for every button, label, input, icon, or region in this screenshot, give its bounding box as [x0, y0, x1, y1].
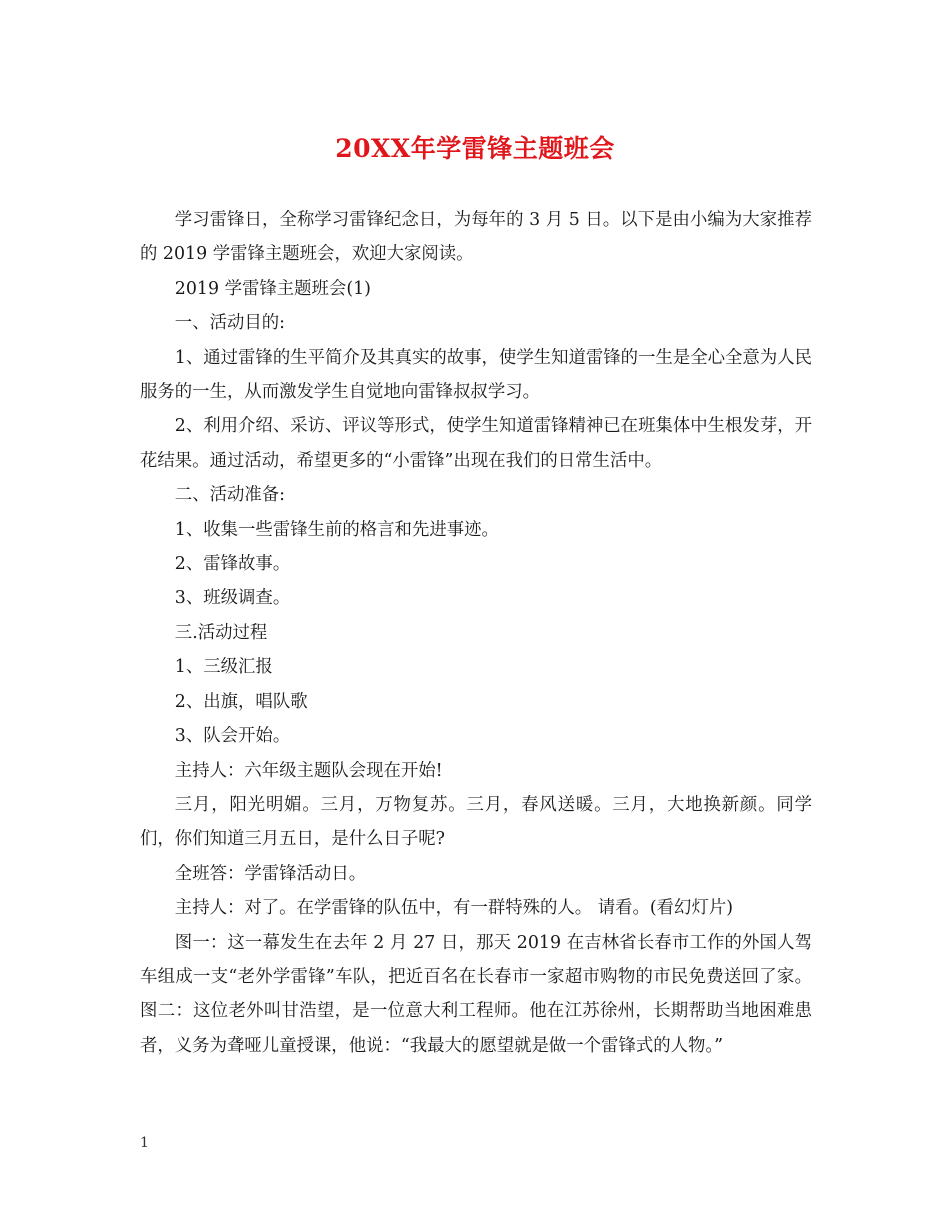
paragraph-section-title: 2019 学雷锋主题班会(1)	[174, 278, 371, 299]
heading-activity-prep: 二、活动准备:	[174, 485, 286, 506]
heading-activity-process: 三.活动过程	[174, 622, 268, 643]
paragraph-process-1: 1、三级汇报	[174, 657, 273, 678]
paragraph-process-2: 2、出旗，唱队歌	[174, 691, 308, 712]
paragraph-prep-2: 2、雷锋故事。	[174, 554, 291, 575]
document-body	[140, 203, 812, 1063]
paragraph-host-1: 主持人：六年级主题队会现在开始!	[174, 760, 443, 781]
paragraph-pictures: 图一：这一幕发生在去年 2 月 27 日，那天 2019 在吉林省长春市工作的外国人驾车组成一支“老外学雷锋”车队，把近百名在长春市一家超市购物的市民免费送回了家。 图二：这位老外叫甘浩望，是一位意大利工程师。他在江苏徐州，长期帮助当地困难患者，义务为聋哑儿童授课，他说：“我最大的愿望就是做一个雷锋式的人物。”	[140, 932, 812, 1056]
document-title: 20XX年学雷锋主题班会	[335, 134, 615, 163]
paragraph-prep-1: 1、收集一些雷锋生前的格言和先进事迹。	[174, 519, 499, 540]
paragraph-intro: 学习雷锋日，全称学习雷锋纪念日，为每年的 3 月 5 日。以下是由小编为大家推荐的 2019 学雷锋主题班会，欢迎大家阅读。	[140, 210, 812, 265]
paragraph-class-answer: 全班答：学雷锋活动日。	[174, 863, 367, 884]
paragraph-goal-1: 1、通过雷锋的生平简介及其真实的故事，使学生知道雷锋的一生是全心全意为人民服务的一生，从而激发学生自觉地向雷锋叔叔学习。	[140, 347, 812, 403]
heading-activity-goal: 一、活动目的:	[174, 313, 286, 334]
paragraph-march: 三月，阳光明媚。三月，万物复苏。三月，春风送暖。三月，大地换新颜。同学们，你们知道三月五日，是什么日子呢?	[140, 794, 812, 850]
paragraph-goal-2: 2、利用介绍、采访、评议等形式，使学生知道雷锋精神已在班集体中生根发芽，开花结果。通过活动，希望更多的“小雷锋”出现在我们的日常生活中。	[140, 416, 812, 471]
page-number: 1	[140, 1135, 149, 1151]
paragraph-host-2: 主持人：对了。在学雷锋的队伍中，有一群特殊的人。 请看。(看幻灯片)	[174, 898, 734, 919]
paragraph-prep-3: 3、班级调查。	[174, 588, 291, 609]
paragraph-process-3: 3、队会开始。	[174, 726, 291, 747]
